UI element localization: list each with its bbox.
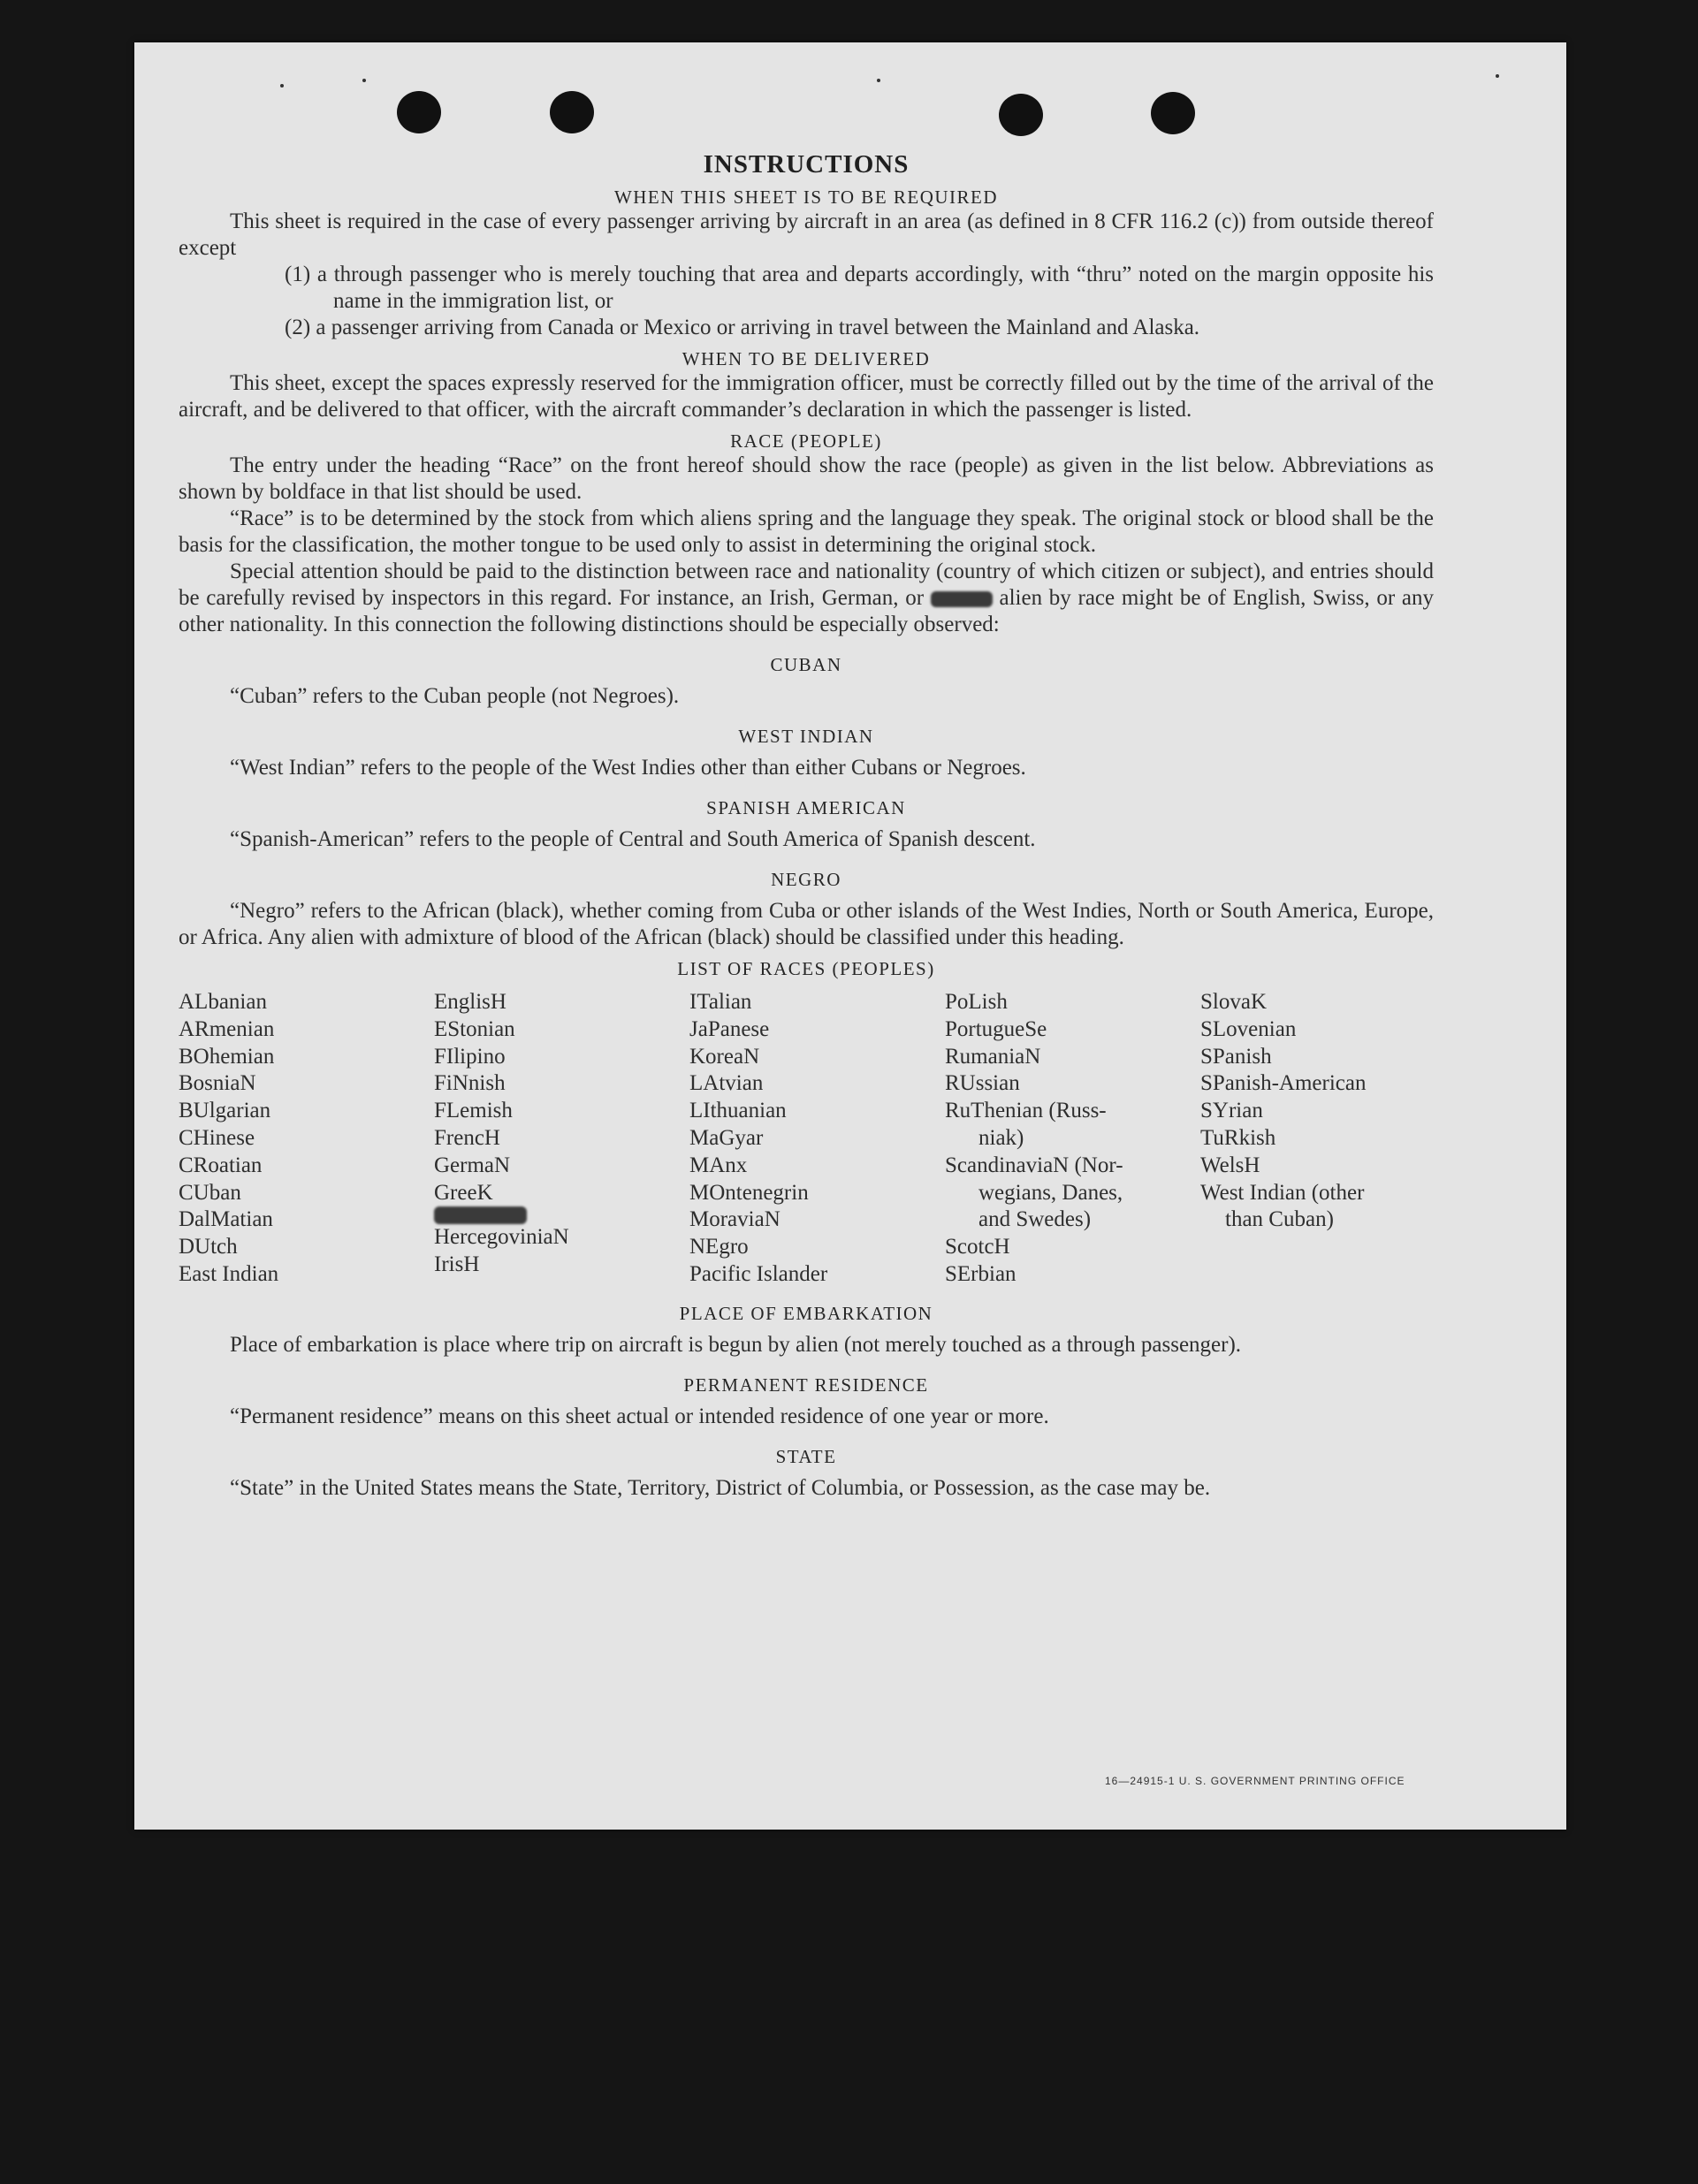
race-item: KoreaN [689,1044,760,1069]
race-item: LIthuanian [689,1099,787,1123]
race-item-continued: wegians, Danes, [978,1180,1123,1205]
race-item: BosniaN [179,1071,256,1096]
race-paragraph-2: “Race” is to be determined by the stock from which aliens spring and the language they speak. The original stock or blood shall be the basis for the classification, the mother tongue to be used only to assist in determining the original stock. [179,506,1434,557]
race-item: TuRkish [1200,1125,1276,1150]
races-column-3 [689,989,945,1289]
race-item: West Indian (other [1200,1180,1365,1205]
speck [280,84,284,88]
race-item: PoLish [945,990,1008,1014]
spanish-american-text: “Spanish-American” refers to the people of Central and South America of Spanish descent. [230,827,1036,851]
race-item: CUban [179,1180,241,1205]
race-item: SLovenian [1200,1016,1297,1041]
race-item: East Indian [179,1261,279,1286]
redaction-mark [931,591,993,607]
race-item: FrencH [434,1125,500,1150]
race-item: ARmenian [179,1016,275,1041]
punch-hole [550,91,594,133]
when-delivered-text: This sheet, except the spaces expressly reserved for the immigration officer, must be correctly filled out by the time of the arrival of the aircraft, and be delivered to that officer, with the aircraft commander’s declaration in which the passenger is listed. [179,371,1434,422]
heading-spanish-american: SPANISH AMERICAN [706,797,906,818]
punch-hole [1151,92,1195,134]
race-item-continued: than Cuban) [1225,1207,1334,1232]
race-item: GreeK [434,1180,493,1205]
race-item: DUtch [179,1235,238,1259]
heading-when-required: WHEN THIS SHEET IS TO BE REQUIRED [613,186,999,208]
race-item: JaPanese [689,1016,770,1041]
races-column-2 [434,989,689,1289]
speck [1496,74,1499,78]
state-text: “State” in the United States means the State, Territory, District of Columbia, or Possession, as the case may be. [230,1475,1211,1500]
race-item: WelsH [1200,1153,1260,1177]
race-item: LAtvian [689,1071,764,1096]
race-item: FIlipino [434,1044,506,1069]
race-item-redacted [434,1206,689,1224]
heading-embarkation: PLACE OF EMBARKATION [679,1302,933,1324]
race-paragraph-1: The entry under the heading “Race” on the front hereof should show the race (people) as given in the list below. Abbreviations as shown by boldface in that list should be used. [179,453,1434,504]
race-item: FiNnish [434,1071,506,1096]
race-item: CHinese [179,1125,255,1150]
race-item: RUssian [945,1071,1020,1096]
west-indian-text: “West Indian” refers to the people of the West Indies other than either Cubans or Negroes. [230,756,1026,780]
instructions-body [179,150,1434,1502]
when-required-intro: This sheet is required in the case of every passenger arriving by aircraft in an area (as defined in 8 CFR 116.2 (c)) from outside thereof except [179,209,1434,260]
race-item: SlovaK [1200,990,1267,1014]
race-item: ALbanian [179,990,267,1014]
printer-imprint: 16—24915-1 U. S. GOVERNMENT PRINTING OFFICE [1105,1775,1405,1787]
embarkation-text: Place of embarkation is place where trip on aircraft is begun by alien (not merely touched as a through passenger). [230,1332,1242,1357]
race-item: BUlgarian [179,1099,271,1123]
races-column-4 [945,989,1200,1289]
heading-state: STATE [775,1445,837,1467]
race-item: EStonian [434,1016,515,1041]
races-column-5 [1200,989,1439,1289]
race-item: SYrian [1200,1099,1263,1123]
races-column-1 [179,989,434,1289]
negro-text: “Negro” refers to the African (black), whether coming from Cuba or other islands of the West Indies, North or South America, Europe, or Africa. Any alien with admixture of blood of the African (black) should be classified under this heading. [179,899,1434,949]
heading-when-delivered: WHEN TO BE DELIVERED [681,348,931,369]
race-item: GermaN [434,1153,511,1177]
race-item: HercegoviniaN [434,1225,569,1250]
heading-permanent-residence: PERMANENT RESIDENCE [683,1374,929,1396]
race-item: SErbian [945,1261,1017,1286]
heading-list-of-races: LIST OF RACES (PEOPLES) [677,958,935,979]
races-list [179,989,1434,1289]
race-item: RuThenian (Russ- [945,1099,1107,1123]
speck [877,79,880,82]
race-item: PortugueSe [945,1016,1047,1041]
race-item: Pacific Islander [689,1261,828,1286]
race-item: MOntenegrin [689,1180,809,1205]
race-item-continued: and Swedes) [978,1207,1092,1232]
race-item: SPanish-American [1200,1071,1367,1096]
document-page [134,42,1566,1830]
race-p3-start: Special attention should be paid to the distinction between race and nationality (country of which citizen or subject), and entries should be carefully revised by inspectors in this regard. For instance, an Irish, German, or [179,559,1434,610]
race-item: DalMatian [179,1207,273,1232]
punch-hole [999,94,1043,136]
cuban-text: “Cuban” refers to the Cuban people (not Negroes). [230,684,680,708]
race-item: ScandinaviaN (Nor- [945,1153,1123,1177]
permanent-residence-text: “Permanent residence” means on this sheet actual or intended residence of one year or more. [230,1404,1049,1428]
race-item: FLemish [434,1099,513,1123]
page-title: INSTRUCTIONS [703,150,910,179]
race-item: MaGyar [689,1125,764,1150]
race-item: ScotcH [945,1235,1010,1259]
race-item: CRoatian [179,1153,263,1177]
redaction-mark [434,1206,527,1224]
speck [362,79,366,82]
punch-hole [397,91,441,133]
race-item: MAnx [689,1153,748,1177]
race-item: ITalian [689,990,752,1014]
exception-1: (1) a through passenger who is merely touching that area and departs accordingly, with “thru” noted on the margin opposite his name in the immigration list, or [285,263,1434,313]
heading-west-indian: WEST INDIAN [738,726,874,747]
race-item: IrisH [434,1252,480,1277]
race-item: RumaniaN [945,1044,1041,1069]
heading-race: RACE (PEOPLE) [730,430,882,452]
heading-cuban: CUBAN [770,654,842,675]
exception-2: (2) a passenger arriving from Canada or Mexico or arriving in travel between the Mainland and Alaska. [285,316,1200,339]
race-item-continued: niak) [978,1125,1024,1150]
race-item: BOhemian [179,1044,275,1069]
heading-negro: NEGRO [771,869,841,890]
race-item: MoraviaN [689,1207,780,1232]
race-item: NEgro [689,1235,749,1259]
race-p3-end: alien by race might be of English, Swiss, or any other nationality. In this connection the following distinctions should be especially observed: [179,586,1435,636]
race-item: SPanish [1200,1044,1272,1069]
race-item: EnglisH [434,990,506,1014]
race-paragraph-3 [179,559,1434,638]
